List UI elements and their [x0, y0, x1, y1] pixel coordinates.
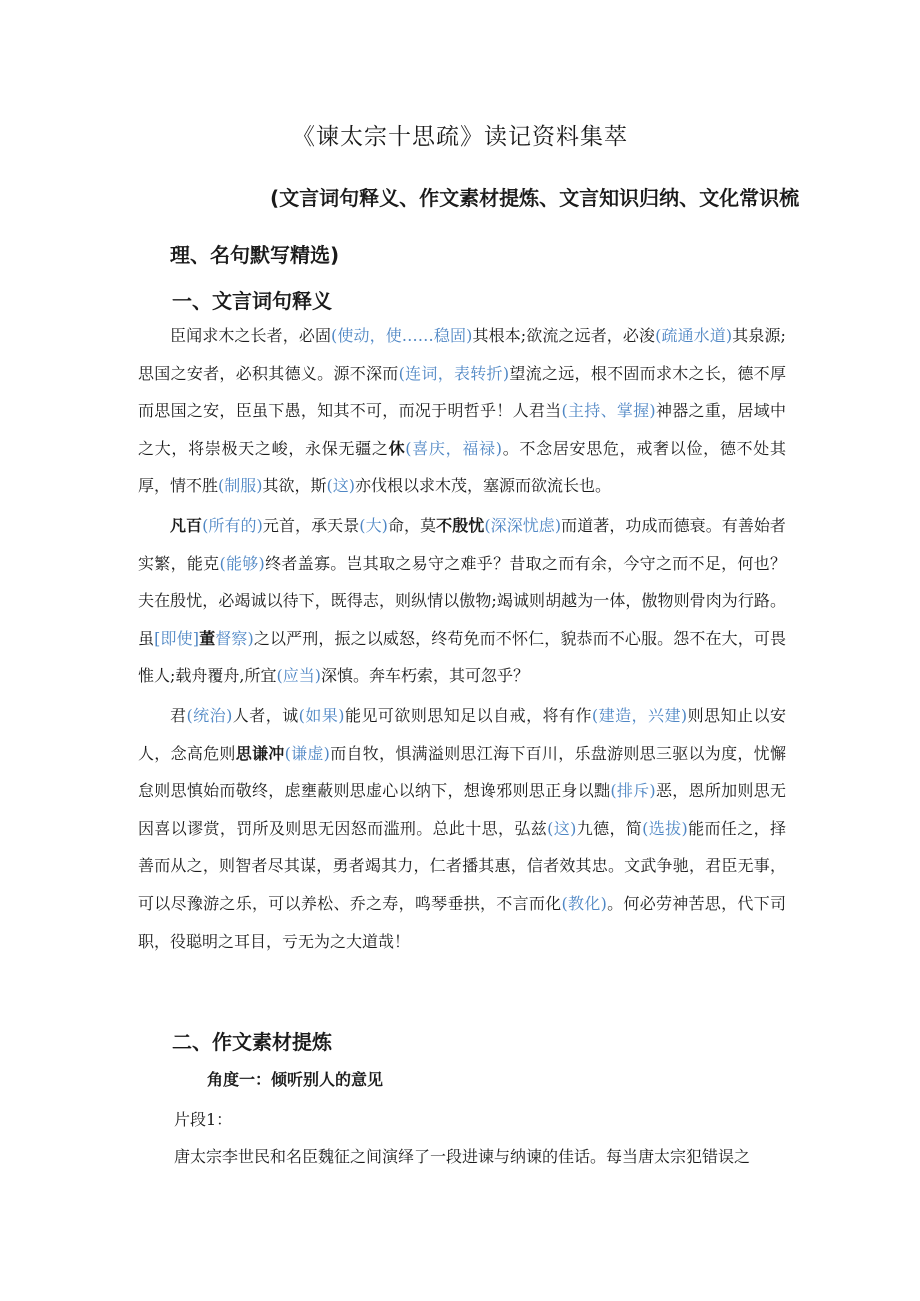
- text-run: 九德，简: [576, 818, 643, 838]
- annotation-note: (如果): [298, 705, 345, 725]
- annotation-note: (应当): [276, 666, 321, 686]
- annotation-note: (制服): [218, 476, 263, 496]
- annotation-note: (排斥): [610, 781, 656, 801]
- text-run: 人者，诚: [232, 705, 299, 725]
- bold-term: 思谦冲: [235, 743, 285, 763]
- text-run: 神器之重，居域中之大，将崇极天之峻，永保无疆之: [138, 401, 786, 458]
- page-title: 《谏太宗十思疏》读记资料集萃: [292, 124, 628, 150]
- annotation-note: (谦虚): [284, 743, 330, 763]
- annotation-note: (大): [359, 515, 388, 535]
- text-run: 而自牧，惧满溢则思江海下百川，乐盘游则思三驱以为度，忧懈怠则思慎始而敬终，虑壅蔽则思虚心以纳下，想谗邪则思正身以黜: [138, 743, 786, 801]
- bold-term: 董: [199, 628, 216, 648]
- annotation-note: (统治): [186, 705, 233, 725]
- text-run: 元首，承天景: [262, 515, 360, 535]
- text-run: 其欲，斯: [262, 476, 327, 496]
- annotation-note: (主持、掌握): [561, 401, 656, 421]
- annotation-note: (选拔): [642, 818, 688, 838]
- annotation-note: 督察): [215, 628, 254, 648]
- annotation-note: (所有的): [202, 515, 263, 535]
- text-run: 亦伐根以求木茂，塞源而欲流长也。: [355, 476, 612, 496]
- page-subtitle: (文言词句释义、作文素材提炼、文言知识归纳、文化常识梳理、名句默写精选): [170, 186, 800, 267]
- section1-body: [138, 317, 786, 962]
- bold-term: 凡百: [170, 515, 203, 535]
- text-run: 能而任之，择善而从之，则智者尽其谋，勇者竭其力，仁者播其惠，信者效其忠。文武争驰，君臣无事，可以尽豫游之乐，可以养松、乔之寿，鸣琴垂拱，不言而化: [138, 818, 786, 913]
- section1-heading: 一、文言词句释义: [172, 289, 332, 313]
- paragraph-3: [138, 697, 786, 960]
- annotation-note: (连词，表转折): [398, 363, 510, 383]
- fragment-label: 片段1：: [174, 1110, 233, 1129]
- text-run: 能见可欲则思知足以自戒，将有作: [344, 705, 592, 725]
- text-run: 而道著，功成而德衰。有善始者实繁，能克: [138, 515, 786, 573]
- text-run: 其泉源;思国之安者，必积其德义。源不深而: [138, 326, 786, 383]
- text-run: 之以严刑，振之以威怒，终苟免而不怀仁，貌恭而不心服。怨不在大，可畏惟人;载舟覆舟,所宜: [138, 628, 786, 686]
- bold-term: 休: [388, 438, 406, 458]
- annotation-note: (深深忧虑): [484, 515, 562, 535]
- annotation-note: (疏通水道): [655, 326, 733, 345]
- text-run: 其根本;欲流之远者，必浚: [472, 326, 656, 345]
- text-run: 深慎。奔车朽索，其可忽乎？: [320, 666, 529, 686]
- annotation-note: (建造，兴建): [591, 705, 688, 725]
- annotation-note: (这): [547, 818, 577, 838]
- annotation-note: (教化): [561, 893, 607, 913]
- angle-heading: 角度一：倾听别人的意见: [207, 1070, 384, 1089]
- text-run: 恶，恩所加则思无因喜以谬赏，罚所及则思无因怒而滥刑。总此十思，弘兹: [138, 781, 786, 838]
- text-run: 终者盖寡。岂其取之易守之难乎？昔取之而有余，今守之而不足，何也？夫在殷忧，必竭诚以待下，既得志，则纵情以傲物;竭诚则胡越为一体，傲物则骨肉为行路。虽: [138, 553, 786, 648]
- fragment-text: 唐太宗李世民和名臣魏征之间演绎了一段进谏与纳谏的佳话。每当唐太宗犯错误之: [174, 1147, 751, 1166]
- text-run: 君: [170, 705, 187, 725]
- text-run: 臣闻求木之长者，必固: [170, 326, 332, 345]
- annotation-note: (这): [326, 476, 356, 496]
- text-run: 则思知止以安人，念高危则: [138, 705, 786, 763]
- bold-term: 不殷忧: [436, 515, 485, 535]
- section2-heading: 二、作文素材提炼: [172, 1030, 332, 1054]
- text-run: 。何必劳神苦思，代下司职，役聪明之耳目，亏无为之大道哉！: [138, 893, 786, 951]
- annotation-note: (能够): [219, 553, 265, 573]
- text-run: 命，莫: [387, 515, 437, 535]
- paragraph-2: [138, 507, 786, 695]
- annotation-note: (喜庆，福禄): [405, 438, 502, 458]
- text-run: 。不念居安思危，戒奢以俭，德不处其厚，情不胜: [138, 438, 786, 496]
- text-run: 望流之远，根不固而求木之长，德不厚而思国之安，臣虽下愚，知其不可，而况于明哲乎！人君当: [138, 363, 786, 421]
- annotation-note: (使动，使……稳固): [331, 326, 473, 345]
- annotation-note: [即使]: [154, 628, 200, 648]
- paragraph-1: [138, 317, 786, 505]
